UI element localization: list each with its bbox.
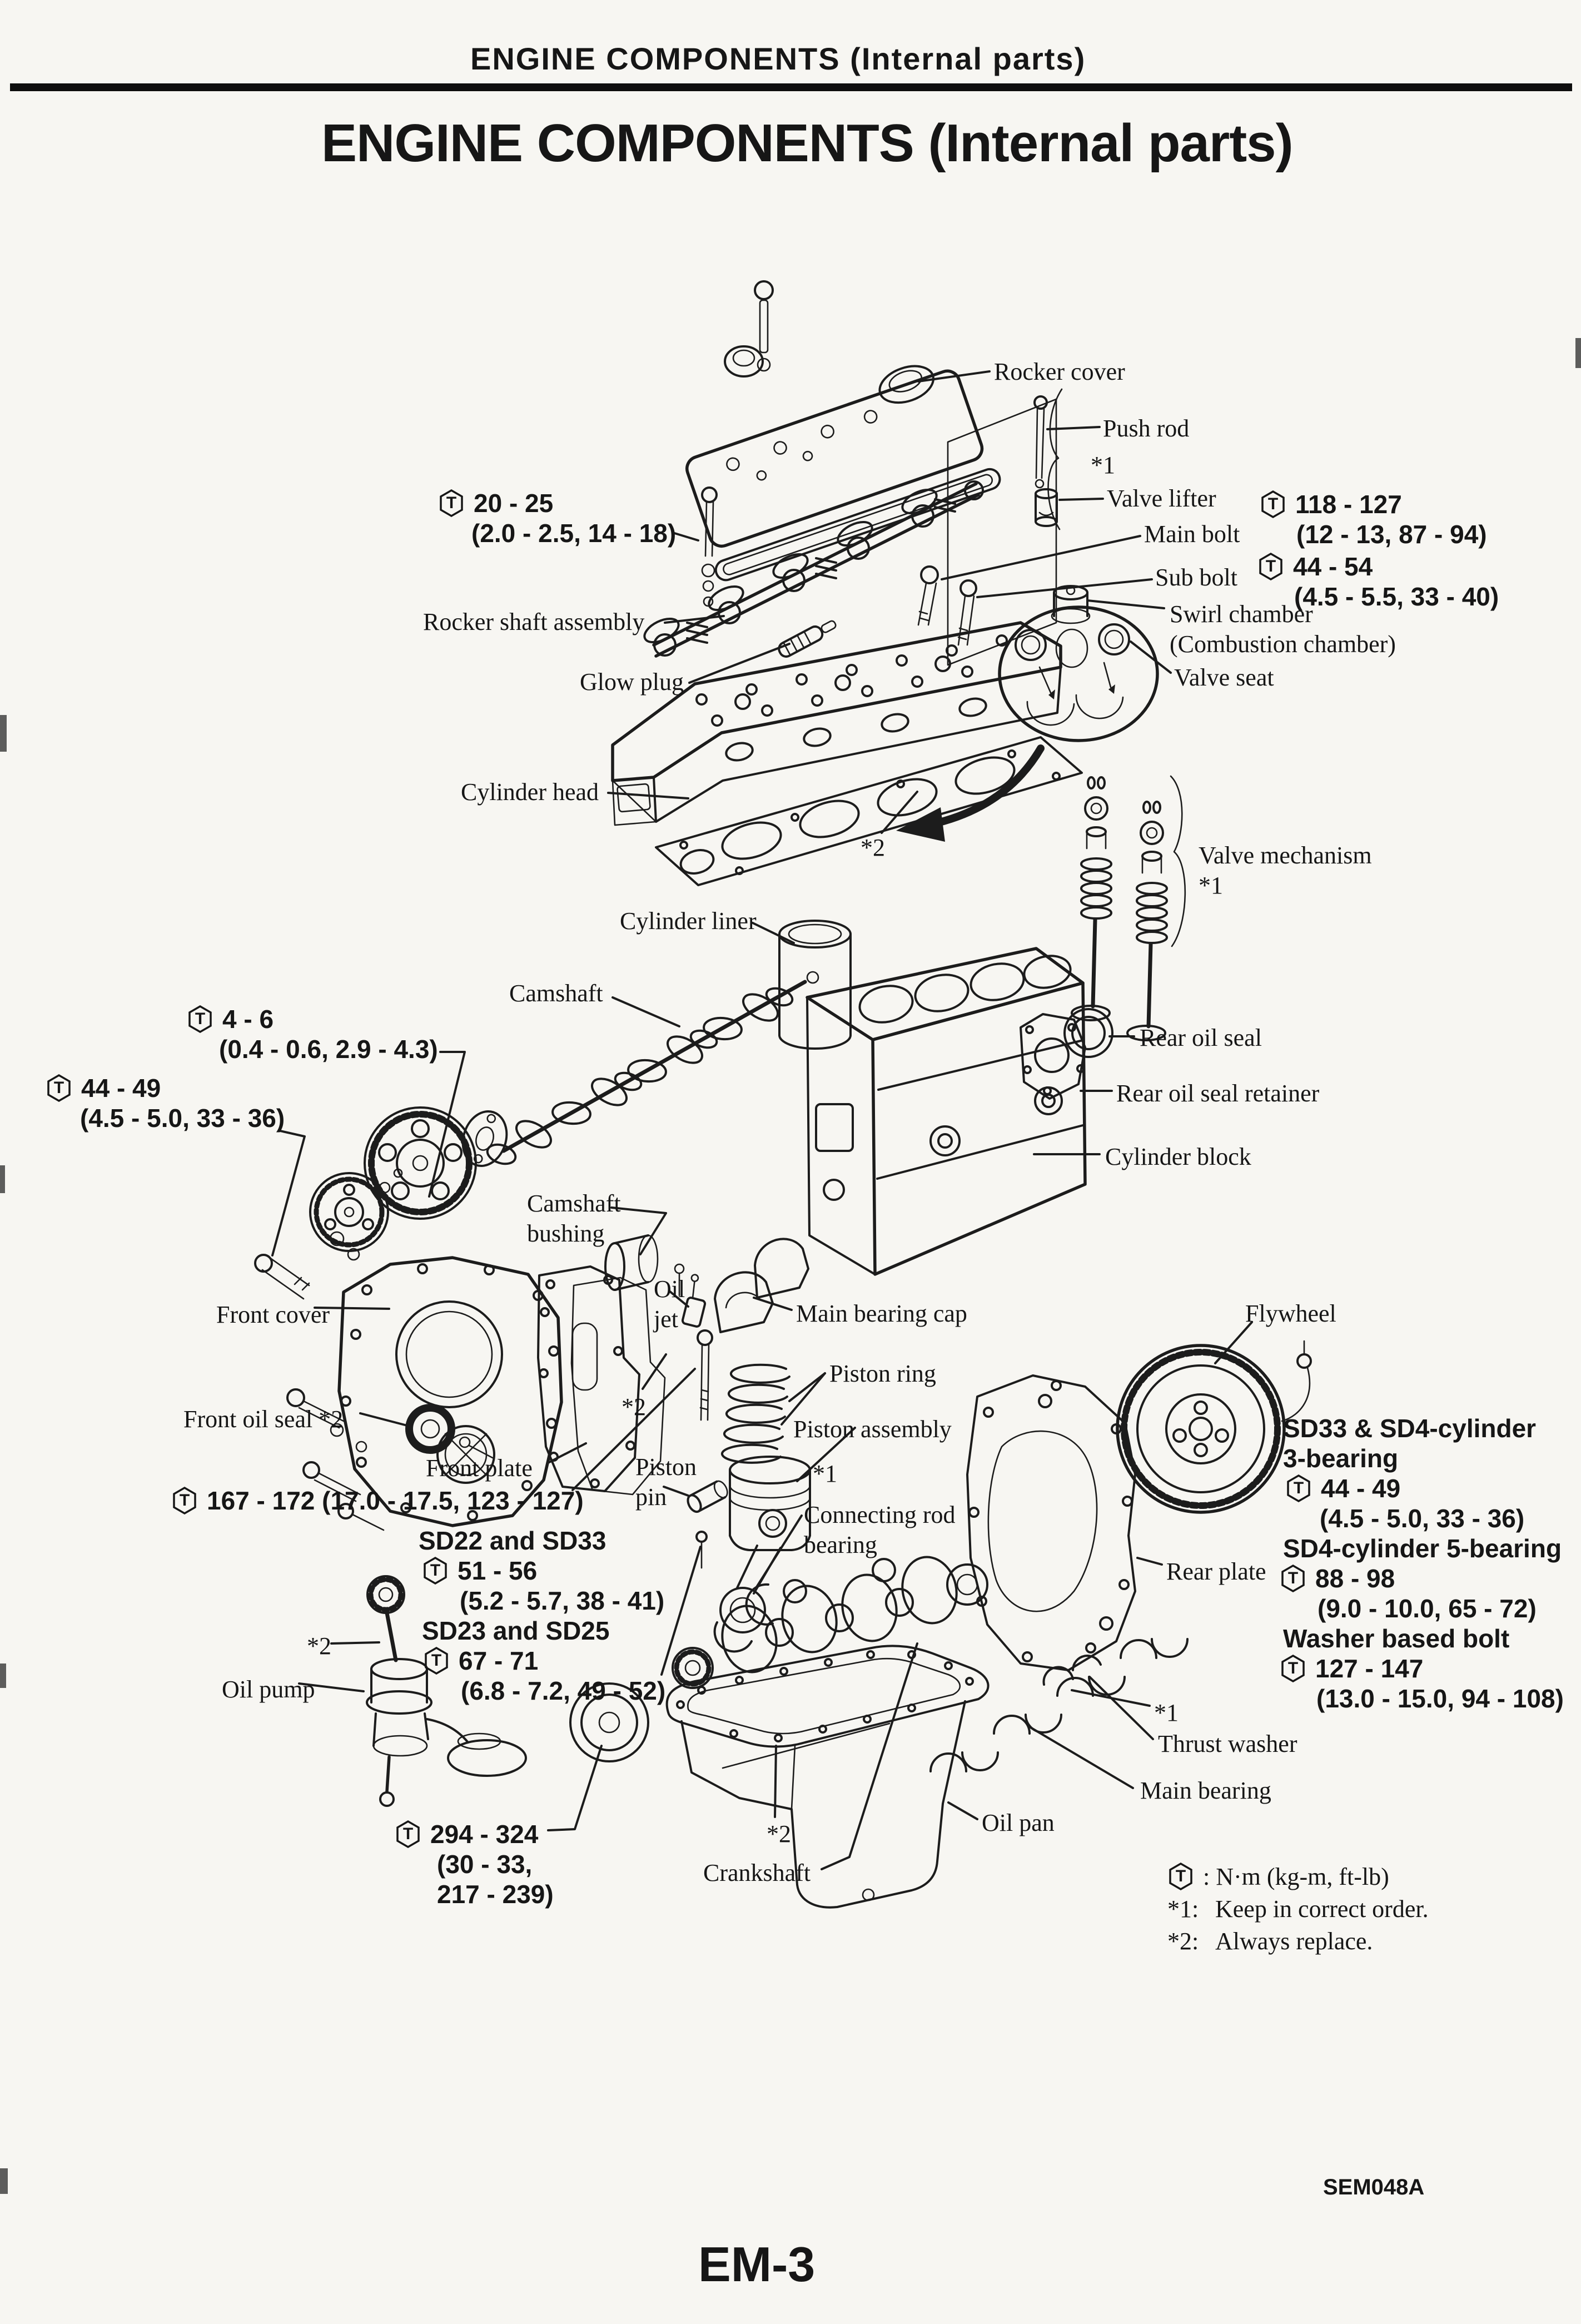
sub-bolt-torque-row: T 44 - 54 [1257, 552, 1499, 582]
connecting-rod-torque-row: SD23 and SD25 [422, 1616, 610, 1645]
label-note-1-piston: *1 [813, 1460, 837, 1487]
torque-symbol-icon [171, 1486, 198, 1515]
legend-row: T : N·m (kg-m, ft-lb) [1167, 1860, 1429, 1893]
connecting-rod-torque-row: SD22 and SD33 [419, 1526, 606, 1555]
page-title: ENGINE COMPONENTS (Internal parts) [321, 113, 1293, 173]
cam-gear-bolt-torque-row: (4.5 - 5.0, 33 - 36) [80, 1104, 285, 1133]
rocker-shaft-drawing [641, 481, 983, 656]
label-camshaft-bushing: Camshaft bushing [527, 1190, 621, 1247]
svg-text:T: T [1293, 1479, 1304, 1497]
rocker-shaft-bolt-torque-row: (2.0 - 2.5, 14 - 18) [471, 519, 677, 548]
label-oil-pan: Oil pan [982, 1809, 1055, 1836]
main-bearing-bolt-torque-row: (4.5 - 5.0, 33 - 36) [1320, 1504, 1525, 1533]
main-bearing-bolt-torque-row: SD33 & SD4-cylinder [1283, 1414, 1537, 1443]
main-bearing-bolt-torque-row: (13.0 - 15.0, 94 - 108) [1316, 1684, 1564, 1713]
label-rear-oil-seal-retainer: Rear oil seal retainer [1116, 1080, 1320, 1107]
figure-code: SEM048A [1323, 2175, 1425, 2199]
connecting-rod-torque-row: T 51 - 56 [422, 1556, 665, 1586]
label-sub-bolt: Sub bolt [1155, 564, 1237, 591]
label-push-rod: Push rod [1103, 415, 1190, 442]
main-bearing-bolt-torque-row: Washer based bolt [1283, 1624, 1510, 1653]
torque-symbol-icon [46, 1074, 72, 1103]
running-header: ENGINE COMPONENTS (Internal parts) [470, 41, 1086, 76]
piston-assembly-drawing [720, 1457, 810, 1632]
sub-bolt-torque-row: (4.5 - 5.5, 33 - 40) [1294, 582, 1499, 611]
svg-text:T: T [195, 1010, 206, 1028]
label-main-bolt: Main bolt [1144, 520, 1240, 548]
label-cylinder-head: Cylinder head [461, 778, 599, 806]
label-front-oil-seal: Front oil seal *2 [183, 1406, 344, 1433]
svg-text:T: T [53, 1079, 64, 1097]
label-note-1-main-bearing: *1 [1154, 1699, 1179, 1726]
rear-plate-drawing [967, 1375, 1135, 1670]
rear-oil-seal-drawing [1065, 1009, 1112, 1057]
label-camshaft: Camshaft [509, 980, 603, 1007]
svg-text:T: T [1287, 1569, 1299, 1587]
label-front-cover: Front cover [216, 1301, 330, 1328]
head-bolt-drawing [698, 1330, 712, 1420]
swirl-chamber-inset-drawing [1000, 586, 1157, 741]
main-bearing-bolt-torque-row: 3-bearing [1283, 1444, 1399, 1473]
label-swirl-chamber: Swirl chamber (Combustion chamber) [1170, 600, 1396, 658]
label-piston-pin: Piston pin [635, 1453, 697, 1511]
label-note-1-push-rod: *1 [1091, 451, 1115, 479]
camshaft-thrust-bolt-torque-row: (0.4 - 0.6, 2.9 - 4.3) [219, 1035, 438, 1064]
label-note-2-head-gasket: *2 [861, 834, 885, 861]
label-valve-seat: Valve seat [1174, 664, 1274, 691]
svg-text:T: T [430, 1561, 441, 1580]
legend-row: *2: Always replace. [1167, 1927, 1373, 1955]
label-rocker-cover: Rocker cover [994, 358, 1125, 385]
main-bearing-bolt-torque-row: SD4-cylinder 5-bearing [1283, 1534, 1562, 1563]
svg-text:T: T [446, 494, 457, 512]
head-gasket-drawing [656, 737, 1082, 885]
main-bolt-torque-row: T 118 - 127 [1260, 489, 1487, 519]
valve-lifter-drawing [1036, 489, 1057, 526]
flywheel-drawing [1117, 1341, 1311, 1512]
valve-mechanism-drawing [1072, 776, 1185, 1040]
svg-text:T: T [1287, 1659, 1299, 1677]
label-front-plate: Front plate [426, 1454, 533, 1482]
torque-symbol-icon [187, 1005, 213, 1034]
rear-oil-seal-retainer-drawing [1021, 1014, 1085, 1099]
label-note-2-front-plate-gasket: *2 [622, 1393, 646, 1421]
connecting-rod-torque-row: T 67 - 71 [423, 1646, 665, 1676]
crank-pulley-torque-row: (30 - 33, [437, 1850, 533, 1879]
torque-symbol-icon [423, 1646, 450, 1675]
svg-text:T: T [1267, 495, 1279, 513]
torque-symbol-icon [1280, 1564, 1306, 1593]
connecting-rod-torque-row: (5.2 - 5.7, 38 - 41) [460, 1586, 665, 1615]
page-number: EM-3 [698, 2237, 816, 2292]
label-rear-plate: Rear plate [1166, 1558, 1266, 1585]
label-valve-mechanism: Valve mechanism *1 [1199, 842, 1372, 899]
camshaft-thrust-bolt-torque [187, 1004, 438, 1064]
label-connecting-rod-bearing: Connecting rod bearing [804, 1501, 956, 1558]
torque-symbol-icon [1260, 490, 1286, 519]
svg-text:T: T [1175, 1867, 1186, 1885]
main-bearing-bolt-torque-row: (9.0 - 10.0, 65 - 72) [1318, 1594, 1537, 1623]
main-bolt-torque-row: (12 - 13, 87 - 94) [1296, 520, 1487, 549]
label-main-bearing: Main bearing [1140, 1777, 1271, 1804]
cylinder-head-bolt-torque-row: T 167 - 172 (17.0 - 17.5, 123 - 127) [171, 1486, 584, 1516]
svg-text:T: T [402, 1825, 414, 1843]
torque-symbol-icon [1167, 1862, 1194, 1891]
main-bearing-cap-drawing [715, 1239, 808, 1332]
label-cylinder-block: Cylinder block [1105, 1143, 1251, 1170]
svg-text:T: T [179, 1491, 190, 1509]
legend [1167, 1860, 1429, 1957]
cylinder-head-bolt-torque [171, 1486, 584, 1516]
label-crankshaft: Crankshaft [703, 1859, 811, 1886]
rocker-shaft-bolt-torque [438, 488, 676, 548]
crank-pulley-torque-row: T 294 - 324 [395, 1819, 554, 1849]
label-glow-plug: Glow plug [580, 668, 684, 696]
label-oil-jet: Oil jet [654, 1275, 685, 1333]
rocker-shaft-bolt-torque-row: T 20 - 25 [438, 488, 676, 518]
rod-cap-bolt-drawing [697, 1532, 707, 1568]
connecting-rod-torque [419, 1526, 665, 1706]
note-1-brace [1048, 389, 1062, 529]
legend-row: *1: Keep in correct order. [1167, 1895, 1429, 1923]
push-rod-drawing [1035, 396, 1047, 488]
torque-symbol-icon [422, 1556, 449, 1585]
label-thrust-washer: Thrust washer [1158, 1730, 1297, 1757]
main-bearing-bolt-torque [1283, 1413, 1564, 1714]
label-piston-assembly: Piston assembly [793, 1416, 952, 1443]
torque-symbol-icon [1257, 552, 1284, 581]
label-valve-lifter: Valve lifter [1107, 485, 1216, 512]
sub-bolt-torque [1257, 552, 1499, 612]
svg-text:T: T [431, 1651, 442, 1670]
label-rear-oil-seal: Rear oil seal [1140, 1024, 1262, 1051]
label-piston-ring: Piston ring [829, 1360, 936, 1387]
main-bearing-bolt-torque-row: T 127 - 147 [1280, 1653, 1564, 1684]
label-note-2-oil-pump: *2 [307, 1632, 331, 1660]
label-oil-pump: Oil pump [222, 1676, 315, 1703]
cylinder-block-drawing [807, 949, 1085, 1274]
torque-symbol-icon [395, 1820, 421, 1849]
glow-plug-drawing [777, 617, 838, 659]
rocker-pedestal-bolt-drawing [702, 488, 717, 606]
front-oil-seal-drawing [409, 1408, 493, 1458]
svg-text:T: T [1265, 557, 1276, 575]
cam-gear-bolt-torque [46, 1073, 285, 1133]
main-bearing-bolt-torque-row: T 44 - 49 [1285, 1473, 1564, 1503]
label-note-2-oil-pan: *2 [767, 1820, 791, 1848]
label-flywheel: Flywheel [1245, 1300, 1336, 1327]
cam-gear-bolt-torque-row: T 44 - 49 [46, 1073, 285, 1103]
crank-pulley-torque [395, 1819, 554, 1909]
main-bolt-torque [1260, 489, 1487, 549]
label-cylinder-liner: Cylinder liner [620, 907, 757, 935]
main-bearing-bolt-torque-row: T 88 - 98 [1280, 1563, 1564, 1593]
label-main-bearing-cap: Main bearing cap [796, 1300, 967, 1327]
connecting-rod-torque-row: (6.8 - 7.2, 49 - 52) [461, 1676, 666, 1705]
camshaft-thrust-bolt-torque-row: T 4 - 6 [187, 1004, 438, 1034]
torque-symbol-icon [1280, 1654, 1306, 1683]
torque-symbol-icon [1285, 1474, 1312, 1503]
piston-ring-drawing [722, 1365, 789, 1463]
torque-symbol-icon [438, 489, 465, 518]
crank-pulley-torque-row: 217 - 239) [437, 1880, 554, 1909]
label-rocker-shaft-assembly: Rocker shaft assembly [423, 608, 645, 635]
main-bolt-drawing [918, 567, 938, 625]
